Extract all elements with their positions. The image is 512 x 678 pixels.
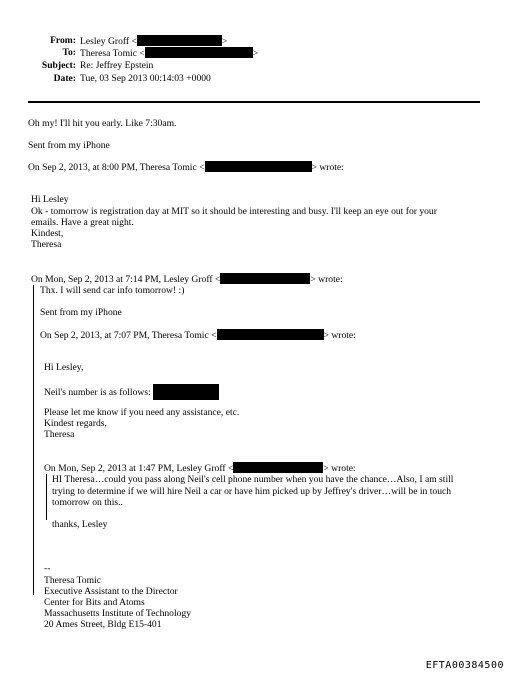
msg3-sent: Sent from my iPhone xyxy=(40,307,122,318)
msg5-body1: HI Theresa…could you pass along Neil's cell phone number when you have the chance…Also, I am still xyxy=(52,474,454,485)
quote-bar-inner xyxy=(46,474,47,520)
redaction-block xyxy=(145,47,253,58)
signature-org: Center for Bits and Atoms xyxy=(44,597,145,608)
quote-bar xyxy=(33,285,34,595)
msg2-name: Theresa xyxy=(31,239,62,250)
to-value xyxy=(80,47,258,60)
quote-pre: On Sep 2, 2013, at 7:07 PM, Theresa Tomic < xyxy=(40,330,217,341)
msg5-quote-header xyxy=(44,462,356,475)
quote-pre: On Sep 2, 2013, at 8:00 PM, Theresa Tomic < xyxy=(28,162,205,173)
msg4-number-line xyxy=(44,384,219,400)
number-label: Neil's number is as follows: xyxy=(44,387,151,398)
to-label: To: xyxy=(62,47,76,58)
date-value: Tue, 03 Sep 2013 00:14:03 +0000 xyxy=(80,73,211,84)
signature-institute: Massachusetts Institute of Technology xyxy=(44,608,192,619)
quote-post: > wrote: xyxy=(310,274,343,285)
signature-address: 20 Ames Street, Bldg E15-401 xyxy=(44,619,162,630)
redaction-block xyxy=(205,161,312,172)
signature-dashes: -- xyxy=(44,563,51,574)
subject-value: Re: Jeffrey Epstein xyxy=(80,60,154,71)
bates-number: EFTA00384500 xyxy=(425,660,504,671)
msg3-line: Thx. I will send car info tomorrow! :) xyxy=(40,285,185,296)
msg1-sent: Sent from my iPhone xyxy=(28,140,110,151)
msg1-quote-header xyxy=(28,161,344,174)
date-label: Date: xyxy=(53,73,76,84)
to-name: Theresa Tomic < xyxy=(80,48,145,59)
msg2-closing: Kindest, xyxy=(31,228,64,239)
msg2-greeting: Hi Lesley xyxy=(31,194,69,205)
redaction-block xyxy=(233,462,323,473)
redaction-block xyxy=(153,384,219,400)
subject-label: Subject: xyxy=(41,60,76,71)
msg3-quote-header xyxy=(31,273,343,286)
signature-title: Executive Assistant to the Director xyxy=(44,586,178,597)
from-value xyxy=(80,35,227,48)
quote-post: > wrote: xyxy=(323,463,356,474)
msg5-thanks: thanks, Lesley xyxy=(52,519,108,530)
msg2-body2: emails. Have a great night. xyxy=(31,217,134,228)
header-divider xyxy=(28,101,480,103)
from-close: > xyxy=(221,36,228,47)
redaction-block xyxy=(220,273,310,284)
msg5-body2: trying to determine if we will hire Neil a car or have him picked up by Jeffrey's driver…will be in touch xyxy=(52,486,452,497)
msg3-quote2-header xyxy=(40,329,356,342)
msg4-help: Please let me know if you need any assistance, etc. xyxy=(44,407,240,418)
quote-post: > wrote: xyxy=(323,330,356,341)
msg4-name: Theresa xyxy=(44,429,75,440)
quote-pre: On Mon, Sep 2, 2013 at 7:14 PM, Lesley Groff < xyxy=(31,274,221,285)
msg4-closing: Kindest regards, xyxy=(44,418,107,429)
to-close: > xyxy=(252,48,259,59)
from-name: Lesley Groff < xyxy=(80,36,137,47)
msg5-body3: tomorrow on this.. xyxy=(52,497,123,508)
from-label: From: xyxy=(50,35,76,46)
redaction-block xyxy=(217,329,324,340)
msg2-body1: Ok - tomorrow is registration day at MIT so it should be interesting and busy. I'll keep an eye out for your xyxy=(31,206,437,217)
quote-post: > wrote: xyxy=(311,162,344,173)
msg1-line: Oh my! I'll hit you early. Like 7:30am. xyxy=(28,118,177,129)
redaction-block xyxy=(137,35,222,46)
quote-pre: On Mon, Sep 2, 2013 at 1:47 PM, Lesley Groff < xyxy=(44,463,234,474)
signature-name: Theresa Tomic xyxy=(44,575,101,586)
msg4-greeting: Hi Lesley, xyxy=(44,362,84,373)
